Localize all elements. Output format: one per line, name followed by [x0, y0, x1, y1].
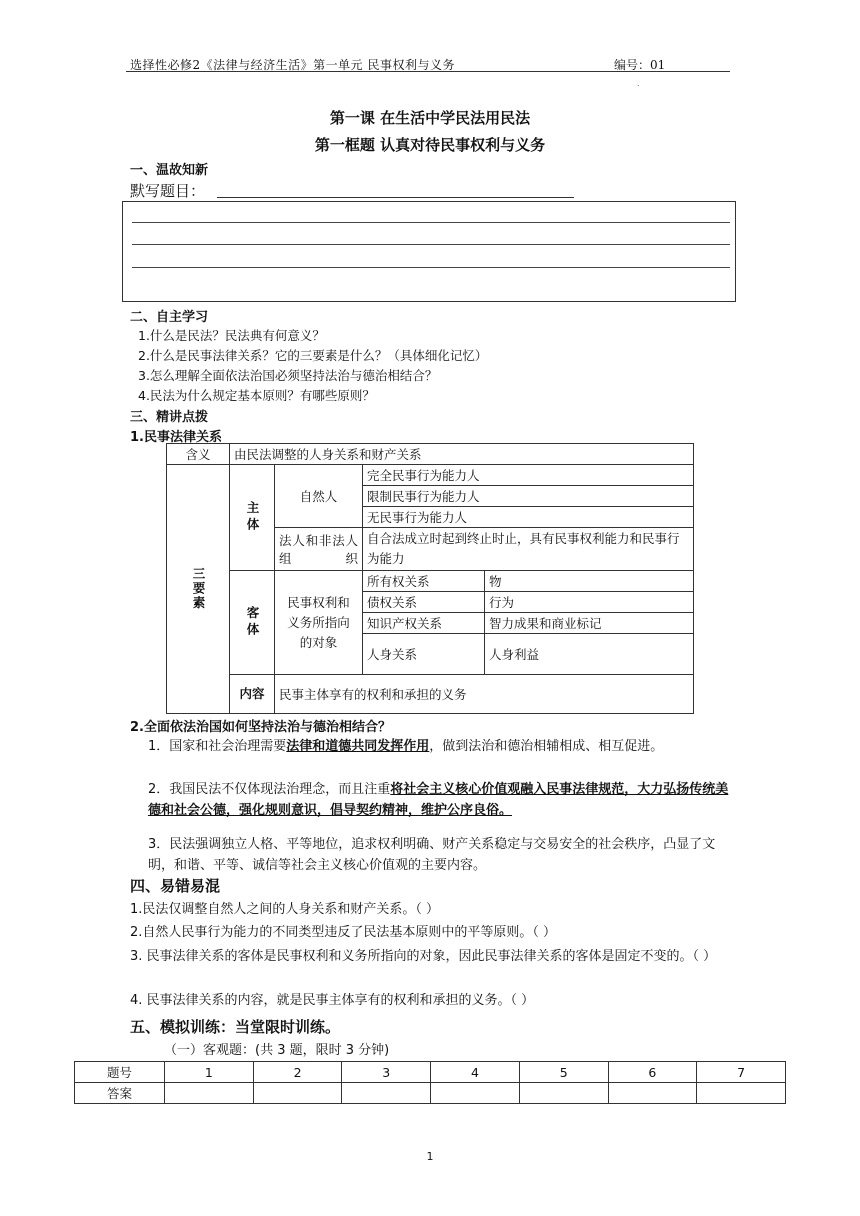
recite-label: 默写题目：	[130, 182, 206, 200]
question-item: 3.怎么理解全面依法治国必须坚持法治与德治相结合？	[138, 368, 438, 383]
header-dot: .	[637, 79, 640, 88]
object-relation: 人身关系	[363, 634, 485, 675]
question-number: 6	[608, 1062, 697, 1083]
section-2-heading: 二、自主学习	[130, 310, 209, 325]
question-item: 2.什么是民事法律关系？它的三要素是什么？（具体细化记忆）	[138, 348, 488, 363]
paragraph-3: 3．民法强调独立人格、平等地位，追求权利明确、财产关系稳定与交易安全的社会秩序，凸显了文明，和谐、平等、诚信等社会主义核心价值观的主要内容。	[148, 837, 716, 873]
object-value: 智力成果和商业标记	[485, 613, 694, 634]
civil-relation-table	[166, 443, 694, 714]
question-number: 1	[165, 1062, 254, 1083]
answer-cell[interactable]	[519, 1083, 608, 1104]
answer-cell[interactable]	[697, 1083, 786, 1104]
page-number: 1	[426, 1150, 434, 1163]
paragraph-1-key: 法律和道德共同发挥作用	[286, 739, 430, 754]
capacity-full: 完全民事行为能力人	[363, 465, 694, 486]
header-divider	[126, 71, 730, 72]
paragraph-1	[148, 736, 730, 757]
object-label: 客体	[230, 571, 275, 675]
three-elements-label: 三要素	[167, 465, 230, 714]
answer-cell[interactable]	[342, 1083, 431, 1104]
paragraph-1-end: ，做到法治和德治相辅相成、相互促进。	[429, 739, 664, 754]
error-item: 4. 民事法律关系的内容，就是民事主体享有的权利和承担的义务。（ ）	[130, 993, 535, 1008]
meaning-label: 含义	[167, 444, 230, 465]
legal-person-desc: 自合法成立时起到终止时止，具有民事权利能力和民事行为能力	[363, 528, 694, 571]
capacity-limited: 限制民事行为能力人	[363, 486, 694, 507]
question-number: 3	[342, 1062, 431, 1083]
legal-person-label: 法人和非法人组织	[275, 528, 363, 571]
object-relation: 知识产权关系	[363, 613, 485, 634]
subsection-2-heading: 2.全面依法治国如何坚持法治与德治相结合？	[130, 720, 391, 735]
object-value: 行为	[485, 592, 694, 613]
content-value: 民事主体享有的权利和承担的义务	[275, 675, 694, 714]
object-desc: 民事权利和义务所指向的对象	[275, 571, 363, 675]
paragraph-2-key: 将社会主义核心价值观融入民事法律规范，大力弘扬传统美德和社会公德，强化规则意识，倡导契约精神，维护公序良俗。	[148, 782, 729, 818]
subsection-1-heading: 1.民事法律关系	[130, 430, 222, 445]
section-3-heading: 三、精讲点拨	[130, 410, 209, 425]
object-relation: 所有权关系	[363, 571, 485, 592]
section-1-heading: 一、温故知新	[130, 163, 209, 178]
question-number: 4	[431, 1062, 520, 1083]
answer-cell[interactable]	[431, 1083, 520, 1104]
question-item: 4.民法为什么规定基本原则？有哪些原则？	[138, 388, 375, 403]
object-value: 人身利益	[485, 634, 694, 675]
section-5-heading: 五、模拟训练：当堂限时训练。	[130, 1018, 341, 1036]
answer-cell[interactable]	[253, 1083, 342, 1104]
writing-line	[132, 222, 730, 223]
writing-line	[132, 267, 730, 268]
answer-cell[interactable]	[165, 1083, 254, 1104]
question-number: 5	[519, 1062, 608, 1083]
natural-person-label: 自然人	[275, 465, 363, 528]
section-4-heading: 四、易错易混	[130, 877, 221, 895]
error-item: 1.民法仅调整自然人之间的人身关系和财产关系。（ ）	[130, 902, 440, 917]
object-value: 物	[485, 571, 694, 592]
question-number: 7	[697, 1062, 786, 1083]
question-number-label: 题号	[75, 1062, 165, 1083]
paragraph-2-start: 2．我国民法不仅体现法治理念，而且注重	[148, 782, 391, 797]
paragraph-1-start: 1．国家和社会治理需要	[148, 739, 287, 754]
lesson-title: 第一课 在生活中学民法用民法	[329, 109, 531, 127]
object-relation: 债权关系	[363, 592, 485, 613]
answer-label: 答案	[75, 1083, 165, 1104]
header-number: 编号：01	[614, 58, 666, 72]
recite-answer-line[interactable]	[217, 197, 574, 198]
answer-cell[interactable]	[608, 1083, 697, 1104]
writing-box[interactable]	[122, 201, 736, 302]
question-item: 1.什么是民法？民法典有何意义？	[138, 328, 325, 343]
paragraph-2	[148, 779, 730, 821]
error-item: 2.自然人民事行为能力的不同类型违反了民法基本原则中的平等原则。（ ）	[130, 925, 557, 940]
capacity-none: 无民事行为能力人	[363, 507, 694, 528]
header-course: 选择性必修2《法律与经济生活》第一单元 民事权利与义务	[130, 58, 455, 72]
answer-table	[74, 1061, 786, 1104]
objective-subheading: （一）客观题：(共 3 题，限时 3 分钟)	[164, 1043, 390, 1058]
error-item: 3. 民事法律关系的客体是民事权利和义务所指向的对象，因此民事法律关系的客体是固定不变的。（ ）	[130, 949, 717, 964]
writing-line	[132, 244, 730, 245]
meaning-value: 由民法调整的人身关系和财产关系	[230, 444, 694, 465]
subject-label: 主体	[230, 465, 275, 571]
content-label: 内容	[230, 675, 275, 714]
frame-title: 第一框题 认真对待民事权利与义务	[314, 136, 546, 154]
question-number: 2	[253, 1062, 342, 1083]
